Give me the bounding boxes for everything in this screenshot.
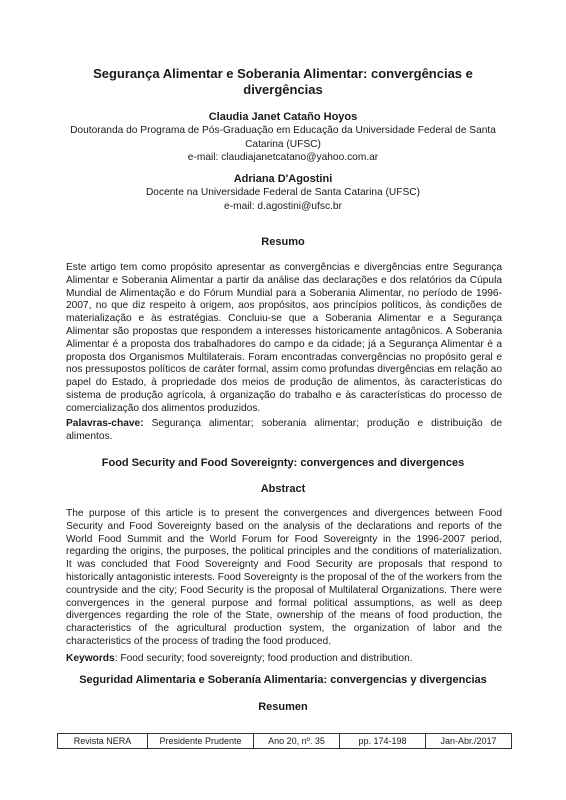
keywords-label: Keywords — [66, 653, 115, 664]
abstract-text: The purpose of this article is to present the convergences and divergences between Food Security and Food Sovereignty based on the analysis of the declarations and reports of the World Food Summit and the World Forum for Food Sovereignty in the 1996-2007 period, regarding the origins, the purposes, the political principles and the conditions of materialization. It was concluded that Food Sovereignty and Food Security are proposals that respond to historically antagonistic interests. Food Sovereignty is the proposal of the of the workers from the countryside and the city; Food Security is the proposal of Multilateral Organizations. There were convergences in the general purpose and formal political assumptions, as well as deep divergences regarding the role of the State, ownership of the means of food production, the characteristics of the agricultural production system, the organization of labor and the characteristics of the process of trading the food produced. — [66, 508, 503, 647]
author-affiliation: Docente na Universidade Federal de Santa Catarina (UFSC) — [145, 187, 421, 198]
spanish-title: Seguridad Alimentaria e Soberanía Alimentaria: convergencias y divergencias — [79, 674, 487, 686]
author-email: e-mail: d.agostini@ufsc.br — [224, 200, 342, 212]
resumo-heading: Resumo — [261, 236, 305, 248]
author-block-1 — [60, 110, 506, 165]
english-title: Food Security and Food Sovereignty: convergences and divergences — [101, 457, 465, 469]
keywords-label: Palavras-chave: — [66, 418, 144, 429]
journal-footer — [57, 733, 512, 749]
keywords-text: Segurança alimentar; soberania alimentar; produção e distribuição de alimentos. — [66, 418, 502, 442]
author-affiliation: Doutoranda do Programa de Pós-Graduação em Educação da Universidade Federal de Santa Catarina (UFSC) — [70, 125, 496, 150]
author-email: e-mail: claudiajanetcatano@yahoo.com.ar — [187, 152, 379, 163]
resumen-heading: Resumen — [258, 701, 308, 713]
resumo-text: Este artigo tem como propósito apresentar as convergências e divergências entre Segurança Alimentar e Soberania Alimentar a partir da análise das declarações e dos relatórios da Cúpula Mundial de Alimentação e do Fórum Mundial para a Soberania Alimentar, no período de 1996-2007, no que diz respeito à origem, aos propósitos, aos princípios políticos, às condições de materialização e às estratégias. Concluiu-se que a Soberania Alimentar e a Segurança Alimentar são propostas que respondem a interesses historicamente antagônicos. A Soberania Alimentar é a proposta dos trabalhadores do campo e da cidade; já a Segurança Alimentar é a proposta dos Organismos Multilaterais. Foram encontradas convergências no propósito geral e nos pressupostos políticos de caráter formal, assim como profundas divergências em relação ao papel do Estado, à propriedade dos meios de produção de alimentos, às características do sistema de produção agrícola, à organização do trabalho e às características do processo de comercialização dos alimentos produzidos. — [66, 262, 502, 414]
footer-pages: pp. 174-198 — [340, 734, 426, 748]
author-block-2 — [60, 172, 506, 213]
footer-journal: Revista NERA — [58, 734, 148, 748]
resumo-keywords — [66, 418, 502, 444]
footer-date: Jan-Abr./2017 — [440, 736, 497, 746]
footer-issue: Ano 20, nº. 35 — [254, 734, 340, 748]
author-name: Adriana D'Agostini — [233, 173, 333, 185]
abstract-keywords — [66, 653, 502, 666]
author-name: Claudia Janet Cataño Hoyos — [208, 111, 358, 123]
keywords-text: : Food security; food sovereignty; food production and distribution. — [114, 653, 413, 664]
article-title: Segurança Alimentar e Soberania Alimentar: convergências e divergências — [93, 66, 473, 97]
abstract-heading: Abstract — [260, 483, 306, 495]
footer-city: Presidente Prudente — [148, 734, 254, 748]
